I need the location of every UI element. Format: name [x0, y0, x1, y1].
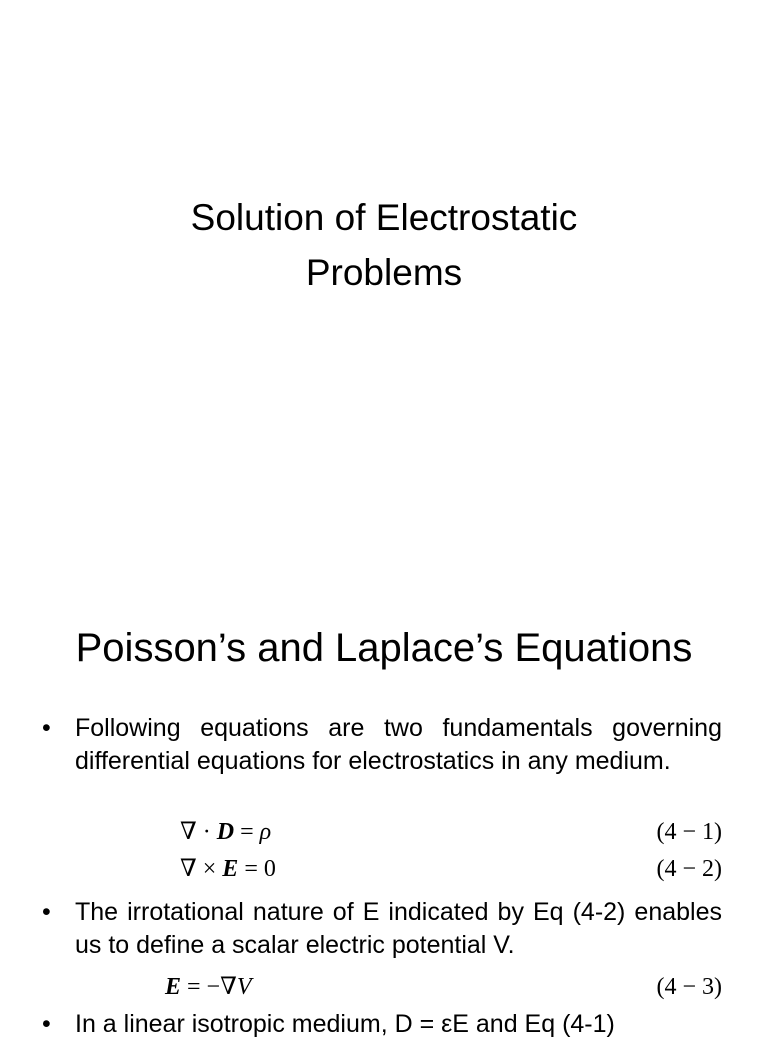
bullet-item: [42, 896, 722, 962]
title-line-2: Problems: [305, 252, 463, 293]
equation-divergence-d: ∇ · D = ρ: [180, 819, 272, 845]
equation-gradient-v: E = −∇V: [165, 974, 252, 1000]
bullet-text: Following equations are two fundamentals governing differential equations for electrostatics in any medium.: [75, 714, 722, 775]
bullet-text: The irrotational nature of E indicated by Eq (4-2) enables us to define a scalar electric potential V.: [75, 898, 722, 959]
bullet-icon: •: [42, 1010, 51, 1038]
equation-label: (4 − 3): [656, 974, 722, 1000]
bullet-icon: •: [42, 714, 51, 742]
slide-poisson-laplace: [0, 576, 768, 1038]
equation-label: (4 − 2): [656, 856, 722, 882]
bullet-item: [42, 712, 722, 778]
bullet-icon: •: [42, 898, 51, 926]
equation-curl-e: ∇ × E = 0: [180, 856, 276, 882]
bullet-text: In a linear isotropic medium, D = εE and Eq (4-1): [75, 1010, 615, 1038]
equation-label: (4 − 1): [656, 819, 722, 845]
slide-heading: Poisson’s and Laplace’s Equations: [75, 626, 693, 670]
title-line-1: Solution of Electrostatic: [190, 197, 578, 238]
slide-title-heading: [0, 190, 768, 300]
bullet-item: [42, 1008, 722, 1041]
